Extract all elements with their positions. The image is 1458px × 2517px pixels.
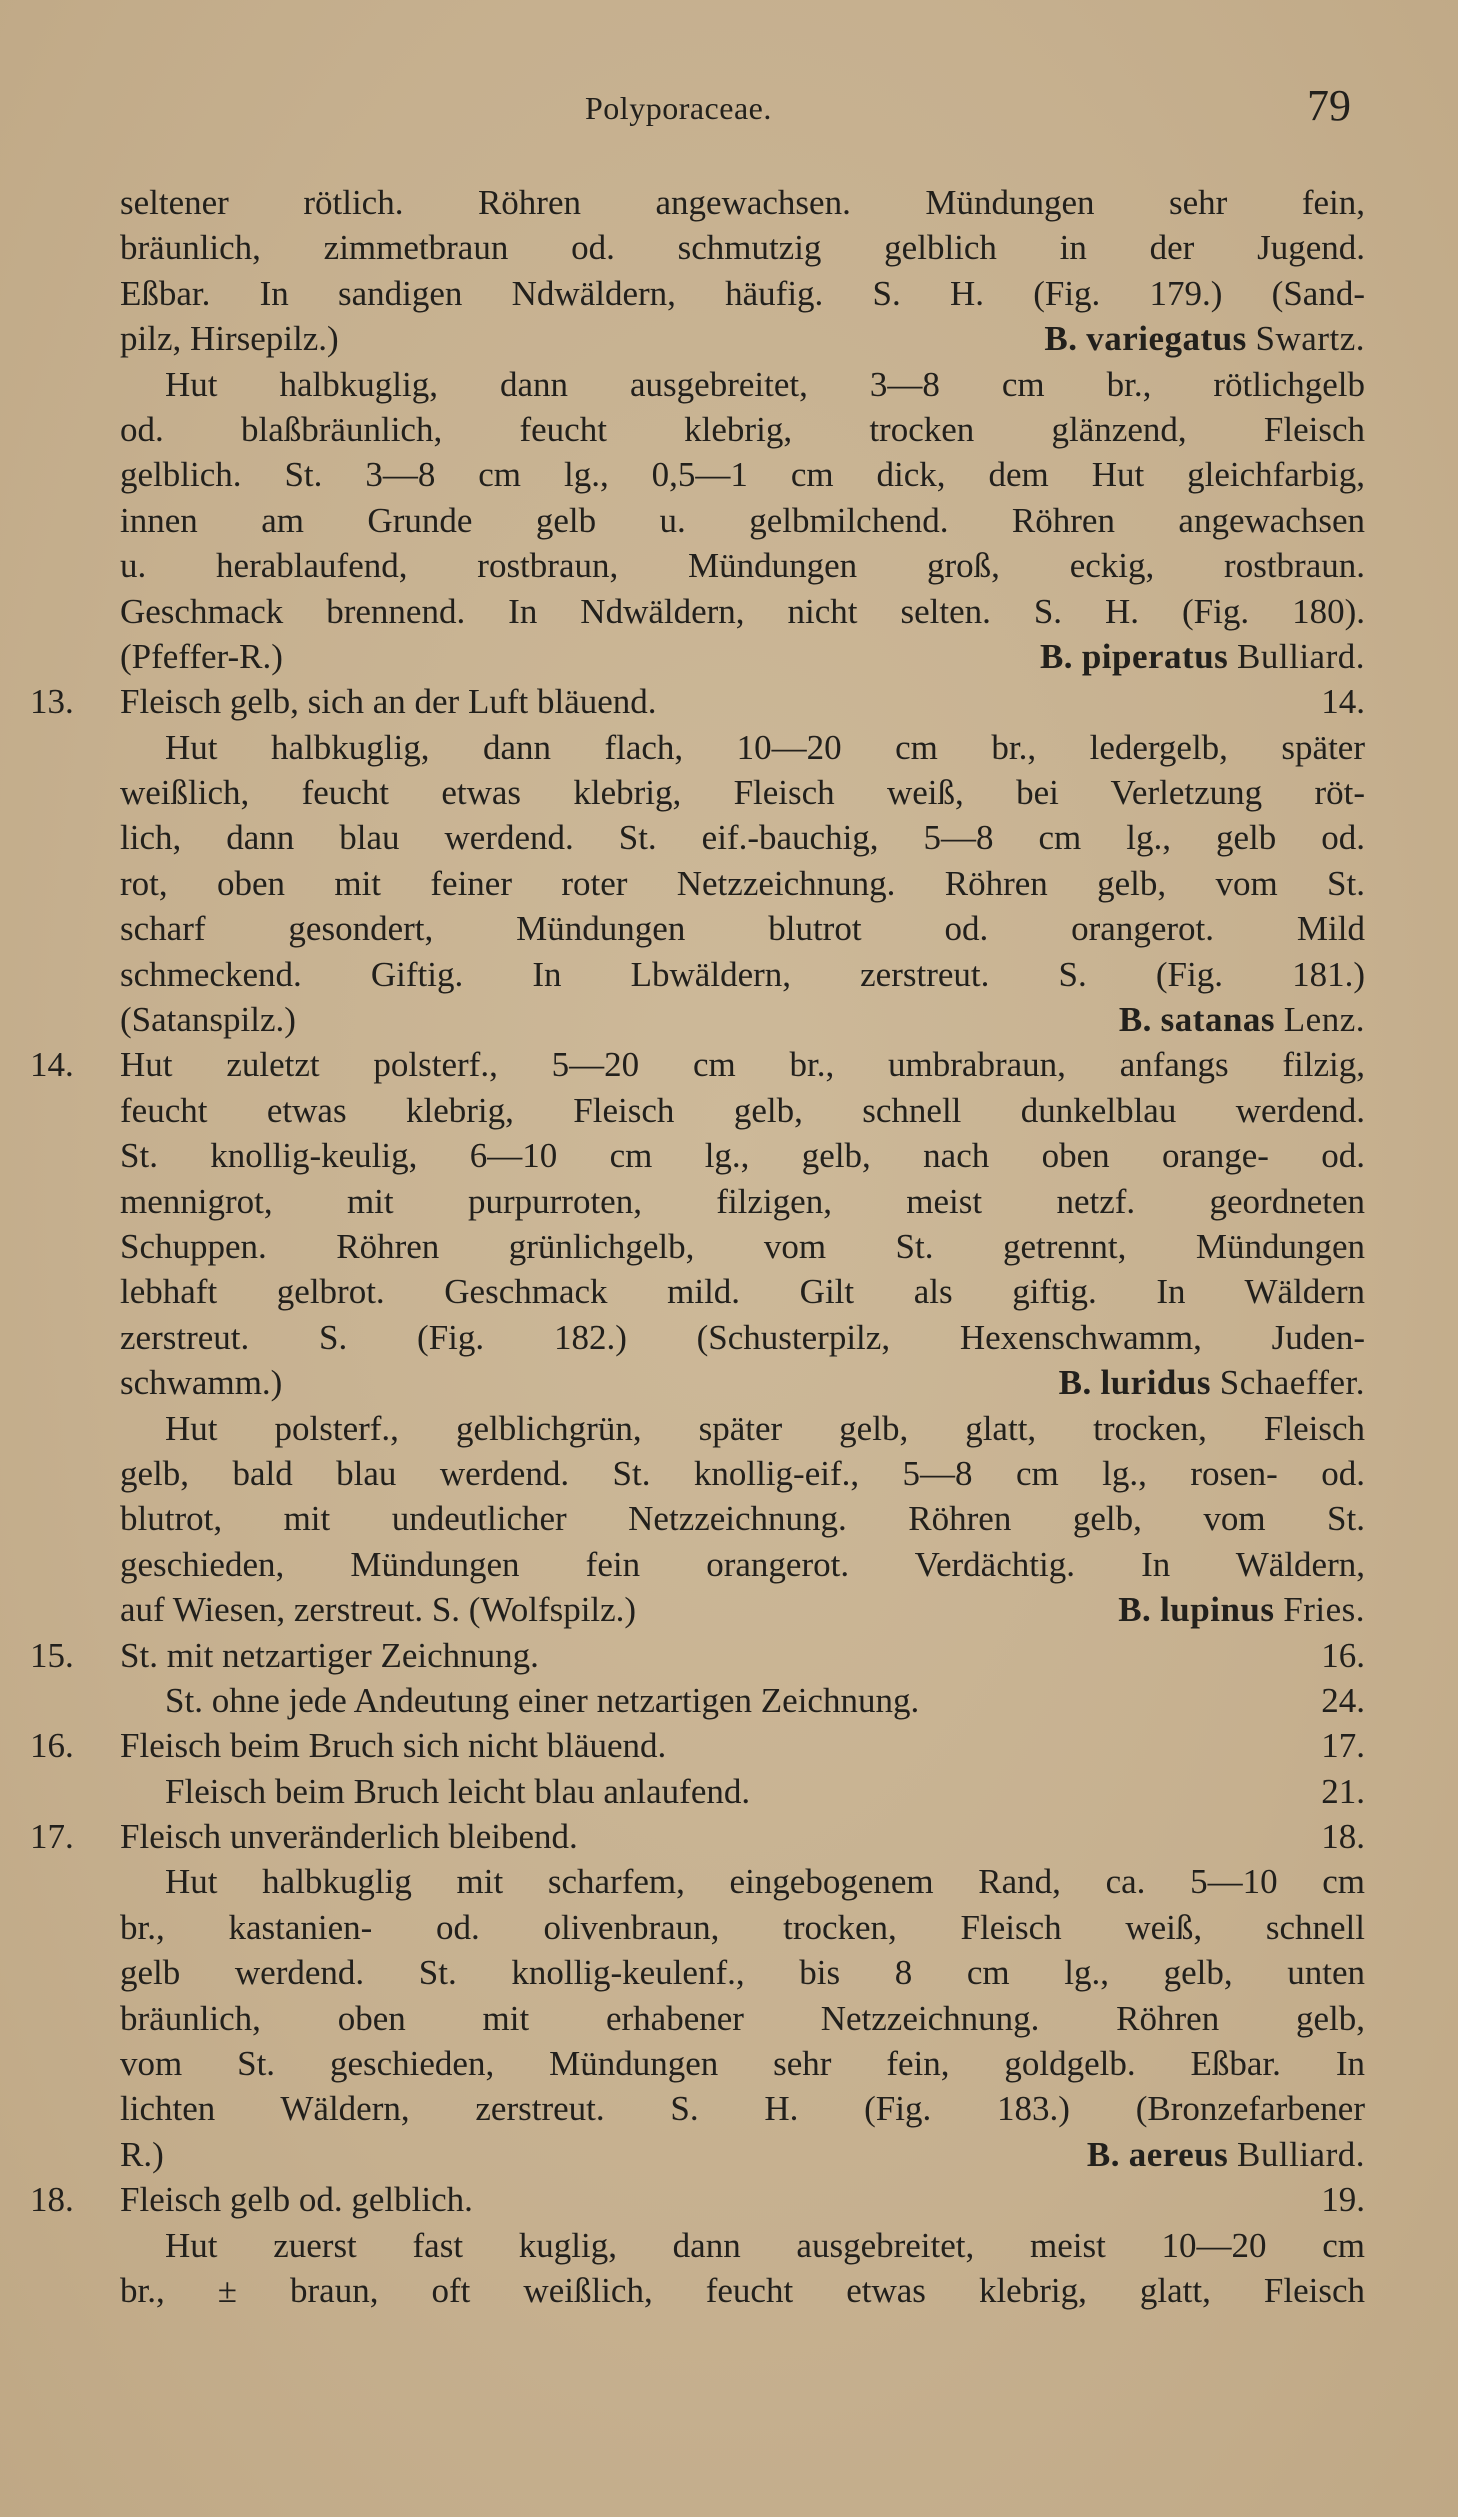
line-text: (Satanspilz.) (120, 1000, 296, 1040)
line-text: lebhaft gelbrot. Geschmack mild. Gilt als giftig. In Wäldern (120, 1272, 1365, 1312)
text-line (0, 725, 1458, 770)
key-number: 14. (30, 1045, 74, 1085)
species-genus: B. (1039, 636, 1074, 676)
species-epithet: aereus (1128, 2134, 1229, 2174)
line-text: St. ohne jede Andeutung einer netzartigen Zeichnung. (165, 1680, 920, 1720)
text-line (0, 271, 1458, 316)
line-text: schmeckend. Giftig. In Lbwäldern, zerstreut. S. (Fig. 181.) (120, 954, 1365, 994)
text-line (0, 1224, 1458, 1269)
text-line (0, 770, 1458, 815)
text-line (0, 1406, 1458, 1451)
line-text: bräunlich, oben mit erhabener Netzzeichnung. Röhren gelb, (120, 1998, 1365, 2038)
text-line (0, 1633, 1458, 1678)
species-epithet: piperatus (1081, 636, 1229, 676)
species-author: Bulliard. (1237, 636, 1365, 676)
text-line (0, 1905, 1458, 1950)
key-reference: 14. (1321, 682, 1365, 722)
species-epithet: variegatus (1086, 319, 1247, 359)
line-text: Hut halbkuglig mit scharfem, eingebogenem Rand, ca. 5—10 cm (165, 1862, 1365, 1902)
text-line (0, 1315, 1458, 1360)
text-line (0, 1542, 1458, 1587)
species-name (1118, 1587, 1365, 1632)
line-text: Schuppen. Röhren grünlichgelb, vom St. getrennt, Mündungen (120, 1226, 1365, 1266)
text-line (0, 452, 1458, 497)
key-number: 16. (30, 1726, 74, 1766)
line-text: Hut halbkuglig, dann flach, 10—20 cm br., ledergelb, später (165, 727, 1365, 767)
text-line (0, 180, 1458, 225)
line-text: innen am Grunde gelb u. gelbmilchend. Röhren angewachsen (120, 500, 1365, 540)
line-text: Fleisch beim Bruch sich nicht bläuend. (120, 1726, 667, 1766)
text-line (0, 2177, 1458, 2222)
line-text: Hut zuerst fast kuglig, dann ausgebreitet, meist 10—20 cm (165, 2225, 1365, 2265)
page-header (0, 78, 1458, 138)
line-text: gelb werdend. St. knollig-keulenf., bis 8 cm lg., gelb, unten (120, 1953, 1365, 1993)
line-text: Geschmack brennend. In Ndwäldern, nicht selten. S. H. (Fig. 180). (120, 591, 1365, 631)
text-line (0, 997, 1458, 1042)
line-text: feucht etwas klebrig, Fleisch gelb, schnell dunkelblau werdend. (120, 1090, 1365, 1130)
line-text: Fleisch gelb od. gelblich. (120, 2180, 473, 2220)
line-text: lich, dann blau werdend. St. eif.-bauchig, 5—8 cm lg., gelb od. (120, 818, 1365, 858)
text-line (0, 225, 1458, 270)
species-name (1040, 634, 1365, 679)
line-text: Fleisch unveränderlich bleibend. (120, 1817, 578, 1857)
text-line (0, 1496, 1458, 1541)
line-text: bräunlich, zimmetbraun od. schmutzig gelblich in der Jugend. (120, 228, 1365, 268)
line-text: scharf gesondert, Mündungen blutrot od. orangerot. Mild (120, 909, 1365, 949)
species-author: Lenz. (1283, 1000, 1365, 1040)
species-genus: B. (1118, 1590, 1152, 1630)
line-text: Fleisch gelb, sich an der Luft bläuend. (120, 682, 657, 722)
page-number: 79 (1307, 81, 1351, 130)
line-text: br., ± braun, oft weißlich, feucht etwas klebrig, glatt, Fleisch (120, 2270, 1365, 2310)
species-author: Bulliard. (1237, 2134, 1365, 2174)
line-text: zerstreut. S. (Fig. 182.) (Schusterpilz, Hexenschwamm, Juden- (120, 1317, 1365, 1357)
text-line (0, 861, 1458, 906)
species-author: Swartz. (1255, 319, 1365, 359)
line-text: seltener rötlich. Röhren angewachsen. Mündungen sehr fein, (120, 183, 1365, 222)
line-text: Hut halbkuglig, dann ausgebreitet, 3—8 cm br., rötlichgelb (165, 364, 1365, 404)
species-name (1044, 316, 1365, 361)
species-name (1119, 997, 1365, 1042)
species-genus: B. (1118, 1000, 1152, 1040)
text-line (0, 1451, 1458, 1496)
text-line (0, 1360, 1458, 1405)
text-line (0, 815, 1458, 860)
species-author: Schaeffer. (1219, 1363, 1365, 1403)
species-name (1059, 1360, 1365, 1405)
line-text: od. blaßbräunlich, feucht klebrig, trocken glänzend, Fleisch (120, 409, 1365, 449)
line-text: schwamm.) (120, 1363, 283, 1403)
text-line (0, 2223, 1458, 2268)
key-number: 18. (30, 2180, 74, 2220)
text-line (0, 2041, 1458, 2086)
text-line (0, 952, 1458, 997)
text-line (0, 1769, 1458, 1814)
text-line (0, 906, 1458, 951)
text-line (0, 1133, 1458, 1178)
text-line (0, 1996, 1458, 2041)
text-body (0, 180, 1458, 2313)
text-line (0, 679, 1458, 724)
line-text: gelblich. St. 3—8 cm lg., 0,5—1 cm dick, dem Hut gleichfarbig, (120, 455, 1365, 495)
text-line (0, 543, 1458, 588)
text-line (0, 1088, 1458, 1133)
line-text: (Pfeffer-R.) (120, 636, 283, 676)
text-line (0, 1950, 1458, 1995)
species-genus: B. (1086, 2134, 1120, 2174)
text-line (0, 316, 1458, 361)
line-text: mennigrot, mit purpurroten, filzigen, meist netzf. geordneten (120, 1181, 1365, 1221)
line-text: auf Wiesen, zerstreut. S. (Wolfspilz.) (120, 1590, 637, 1630)
text-line (0, 1678, 1458, 1723)
text-line (0, 498, 1458, 543)
species-genus: B. (1044, 319, 1078, 359)
species-epithet: lupinus (1160, 1590, 1275, 1630)
line-text: Fleisch beim Bruch leicht blau anlaufend. (165, 1771, 751, 1811)
line-text: rot, oben mit feiner roter Netzzeichnung. Röhren gelb, vom St. (120, 863, 1365, 903)
line-text: br., kastanien- od. olivenbraun, trocken, Fleisch weiß, schnell (120, 1907, 1365, 1947)
line-text: Eßbar. In sandigen Ndwäldern, häufig. S. H. (Fig. 179.) (Sand- (120, 273, 1365, 313)
text-line (0, 1814, 1458, 1859)
species-author: Fries. (1283, 1590, 1365, 1630)
text-line (0, 1587, 1458, 1632)
species-epithet: luridus (1100, 1363, 1211, 1403)
line-text: gelb, bald blau werdend. St. knollig-eif., 5—8 cm lg., rosen- od. (120, 1453, 1365, 1493)
line-text: Hut polsterf., gelblichgrün, später gelb, glatt, trocken, Fleisch (165, 1408, 1365, 1448)
key-reference: 18. (1321, 1817, 1365, 1857)
line-text: blutrot, mit undeutlicher Netzzeichnung. Röhren gelb, vom St. (120, 1499, 1365, 1539)
text-line (0, 1723, 1458, 1768)
line-text: Hut zuletzt polsterf., 5—20 cm br., umbrabraun, anfangs filzig, (120, 1045, 1365, 1085)
line-text: pilz, Hirsepilz.) (120, 319, 339, 359)
line-text: vom St. geschieden, Mündungen sehr fein, goldgelb. Eßbar. In (120, 2044, 1365, 2084)
line-text: weißlich, feucht etwas klebrig, Fleisch weiß, bei Verletzung röt- (120, 773, 1365, 813)
text-line (0, 1859, 1458, 1904)
key-number: 17. (30, 1817, 74, 1857)
text-line (0, 2132, 1458, 2177)
key-number: 15. (30, 1635, 74, 1675)
running-title: Polyporaceae. (585, 90, 772, 126)
key-reference: 19. (1321, 2180, 1365, 2220)
key-reference: 17. (1321, 1726, 1365, 1766)
text-line (0, 362, 1458, 407)
text-line (0, 2268, 1458, 2313)
key-reference: 21. (1321, 1771, 1365, 1811)
text-line (0, 1042, 1458, 1087)
line-text: St. mit netzartiger Zeichnung. (120, 1635, 539, 1675)
key-reference: 24. (1321, 1680, 1365, 1720)
text-line (0, 2086, 1458, 2131)
text-line (0, 407, 1458, 452)
line-text: u. herablaufend, rostbraun, Mündungen groß, eckig, rostbraun. (120, 546, 1365, 586)
text-line (0, 634, 1458, 679)
line-text: geschieden, Mündungen fein orangerot. Verdächtig. In Wäldern, (120, 1544, 1365, 1584)
text-line (0, 589, 1458, 634)
key-reference: 16. (1321, 1635, 1365, 1675)
species-genus: B. (1058, 1363, 1092, 1403)
line-text: lichten Wäldern, zerstreut. S. H. (Fig. 183.) (Bronzefarbener (120, 2089, 1365, 2129)
species-name (1087, 2132, 1365, 2177)
line-text: St. knollig-keulig, 6—10 cm lg., gelb, nach oben orange- od. (120, 1136, 1365, 1176)
species-epithet: satanas (1160, 1000, 1276, 1040)
text-line (0, 1269, 1458, 1314)
key-number: 13. (30, 682, 74, 722)
text-line (0, 1179, 1458, 1224)
line-text: R.) (120, 2134, 164, 2174)
